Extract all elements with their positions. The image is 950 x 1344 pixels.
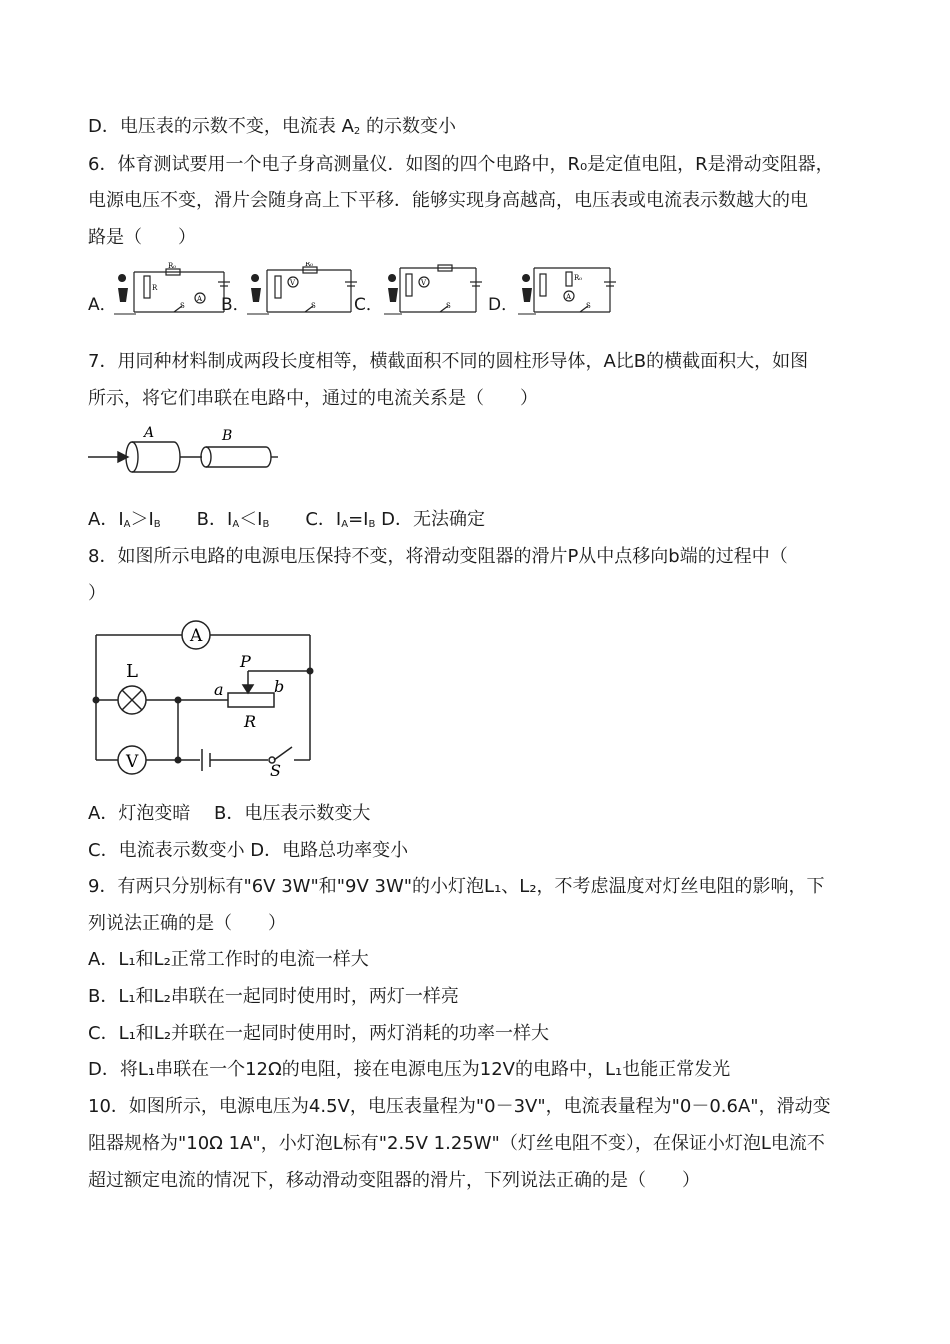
r0-label: R₀ — [168, 262, 177, 270]
q8-options-cd: C．电流表示数变小 D．电路总功率变小 — [88, 840, 409, 861]
q7-options: A．$I_A>I_B$ B．$I_A<I_B$ C．$I_A=I_B$ D．无法确定 — [88, 509, 485, 530]
q8-circuit-figure — [88, 615, 323, 780]
option-label: C． — [354, 295, 383, 315]
q10-stem-line3: 超过额定电流的情况下，移动滑动变阻器的滑片，下列说法正确的是（ ） — [88, 1170, 700, 1191]
conductor-a-label: A — [144, 425, 155, 441]
option-label: B． — [221, 295, 250, 315]
option-label: A． — [88, 295, 117, 315]
q6-stem-line2: 电源电压不变，滑片会随身高上下平移．能够实现身高越高，电压表或电流表示数越大的电 — [88, 190, 808, 211]
switch-label: S — [311, 302, 316, 310]
q9-option-c: C．L₁和L₂并联在一起同时使用时，两灯消耗的功率一样大 — [88, 1023, 550, 1044]
q8-options-ab: A．灯泡变暗 B．电压表示数变大 — [88, 803, 371, 824]
q9-option-d: D．将L₁串联在一个12Ω的电阻，接在电源电压为12V的电路中，L₁也能正常发光 — [88, 1059, 731, 1080]
switch-label: S — [446, 302, 451, 310]
q7-stem-line2: 所示，将它们串联在电路中，通过的电流关系是（ ） — [88, 388, 538, 409]
q10-stem-line1: 10．如图所示，电源电压为4.5V，电压表量程为"0－3V"，电流表量程为"0－0.6A"，滑动变 — [88, 1096, 831, 1117]
end-a-label: a — [214, 680, 224, 699]
voltmeter-label: V — [126, 752, 139, 772]
slider-label: P — [240, 652, 251, 671]
q6-stem-line1: 6．体育测试要用一个电子身高测量仪．如图的四个电路中，R₀是定值电阻，R是滑动变阻器， — [88, 154, 834, 175]
option-label: D． — [488, 295, 519, 315]
q6-stem-line3: 路是（ ） — [88, 227, 196, 248]
conductor-b-label: B — [222, 428, 233, 444]
voltmeter-label: V — [290, 279, 296, 287]
q9-stem-line1: 9．有两只分别标有"6V 3W"和"9V 3W"的小灯泡L₁、L₂，不考虑温度对灯丝电阻的影响，下 — [88, 876, 825, 897]
q7-stem-line1: 7．用同种材料制成两段长度相等，横截面积不同的圆柱形导体，A比B的横截面积大，如图 — [88, 351, 809, 372]
q8-stem-line2: ） — [88, 583, 106, 604]
circuit-diagram-c — [384, 262, 484, 318]
r0-label: R₀ — [305, 262, 314, 268]
q9-option-a: A．L₁和L₂正常工作时的电流一样大 — [88, 949, 369, 970]
circuit-diagram-d — [518, 262, 618, 318]
switch-label: S — [586, 302, 591, 310]
switch-label: S — [270, 761, 281, 780]
circuit-diagram-b — [247, 262, 359, 318]
switch-label: S — [180, 302, 185, 310]
ammeter-label: A — [566, 293, 572, 301]
q10-stem-line2: 阻器规格为"10Ω 1A"，小灯泡L标有"2.5V 1.25W"（灯丝电阻不变），在保证小灯泡L电流不 — [88, 1133, 825, 1154]
q5-option-d: D．电压表的示数不变，电流表 $A_2$ 的示数变小 — [88, 116, 457, 137]
end-b-label: b — [274, 677, 285, 696]
q7-conductor-figure — [88, 420, 278, 480]
q8-stem-line1: 8．如图所示电路的电源电压保持不变，将滑动变阻器的滑片P从中点移向b端的过程中（ — [88, 546, 788, 567]
q9-stem-line2: 列说法正确的是（ ） — [88, 913, 286, 934]
r-label: R — [152, 284, 158, 292]
r0-label: R₀ — [574, 274, 583, 282]
ammeter-label: A — [190, 626, 203, 646]
voltmeter-label: V — [421, 279, 427, 287]
ammeter-label: A — [197, 295, 203, 303]
rheostat-label: R — [244, 712, 257, 731]
circuit-diagram-a — [114, 262, 234, 318]
q9-option-b: B．L₁和L₂串联在一起同时使用时，两灯一样亮 — [88, 986, 459, 1007]
lamp-label: L — [126, 661, 138, 682]
